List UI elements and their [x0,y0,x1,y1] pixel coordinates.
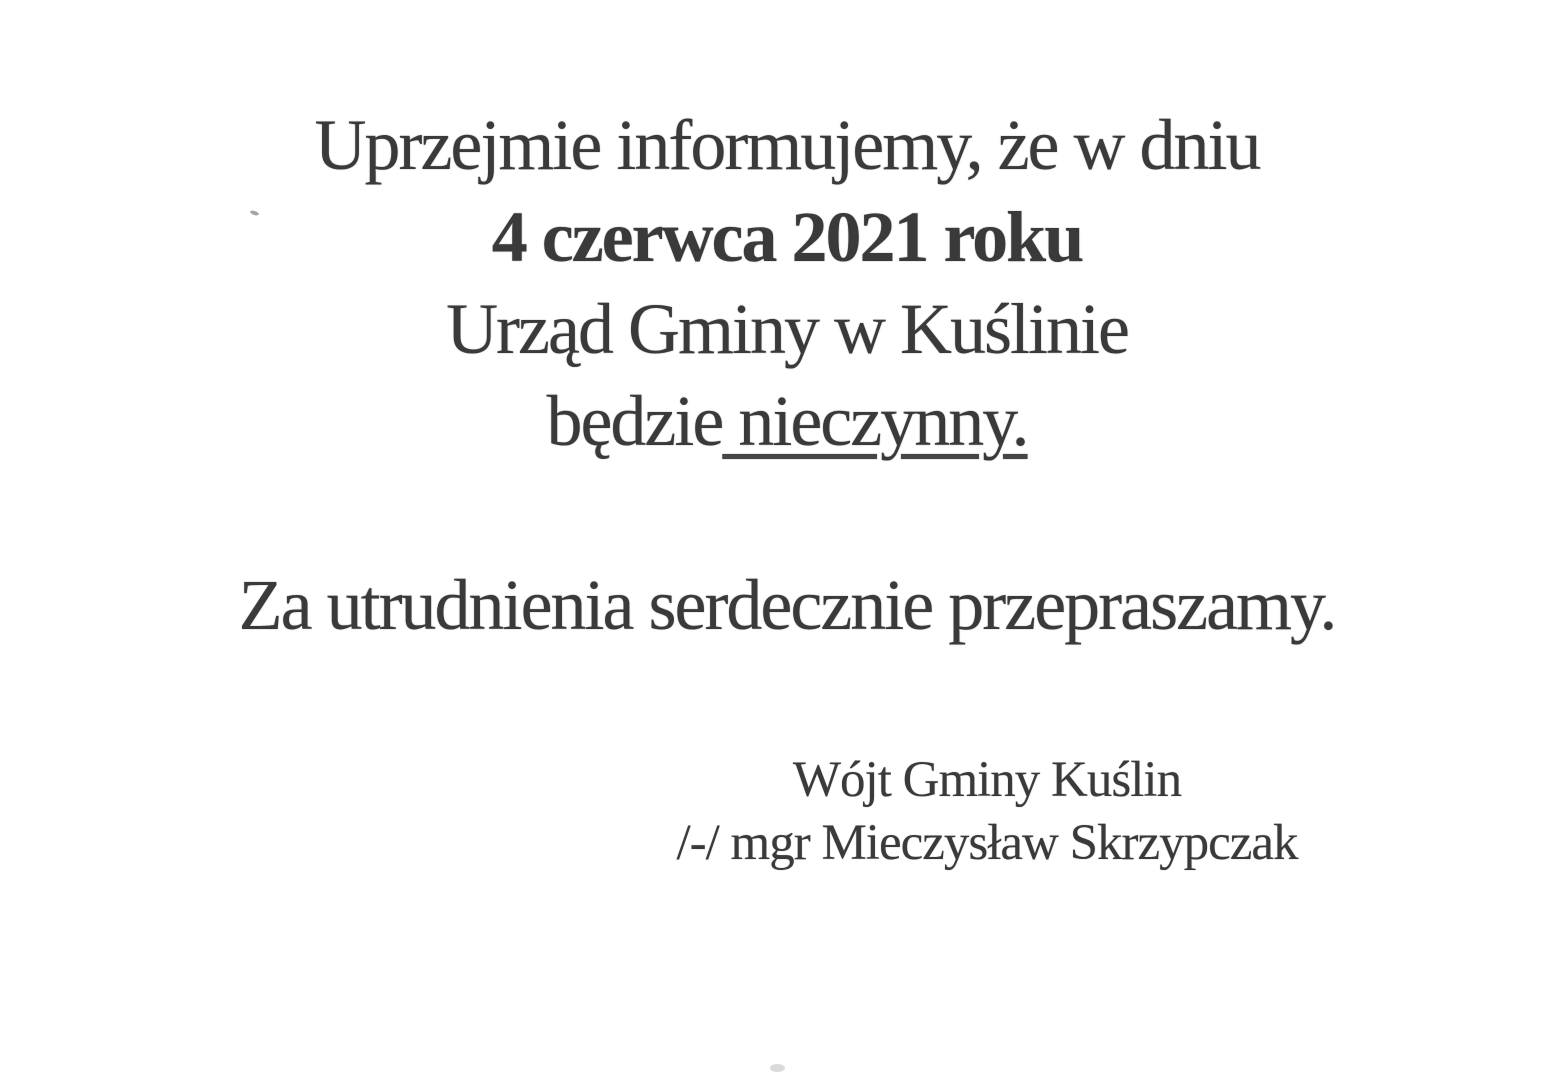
notice-office-line: Urząd Gminy w Kuślinie [446,289,1128,369]
apology-line: Za utrudnienia serdecznie przepraszamy. [238,565,1336,645]
signature-name: /-/ mgr Mieczysław Skrzypczak [676,815,1298,871]
notice-paragraph [8,99,1558,467]
notice-closed-line [8,375,1558,467]
notice-line-1: Uprzejmie informujemy, że w dniu [314,105,1260,185]
closed-line-prefix: będzie [546,381,723,461]
signature-title: Wójt Gminy Kuślin [792,752,1182,808]
signature-block [208,749,1558,875]
notice-date-line: 4 czerwca 2021 roku [491,197,1083,277]
closed-word-underlined: nieczynny. [722,381,1028,461]
scan-artifact-speck [770,1064,785,1072]
